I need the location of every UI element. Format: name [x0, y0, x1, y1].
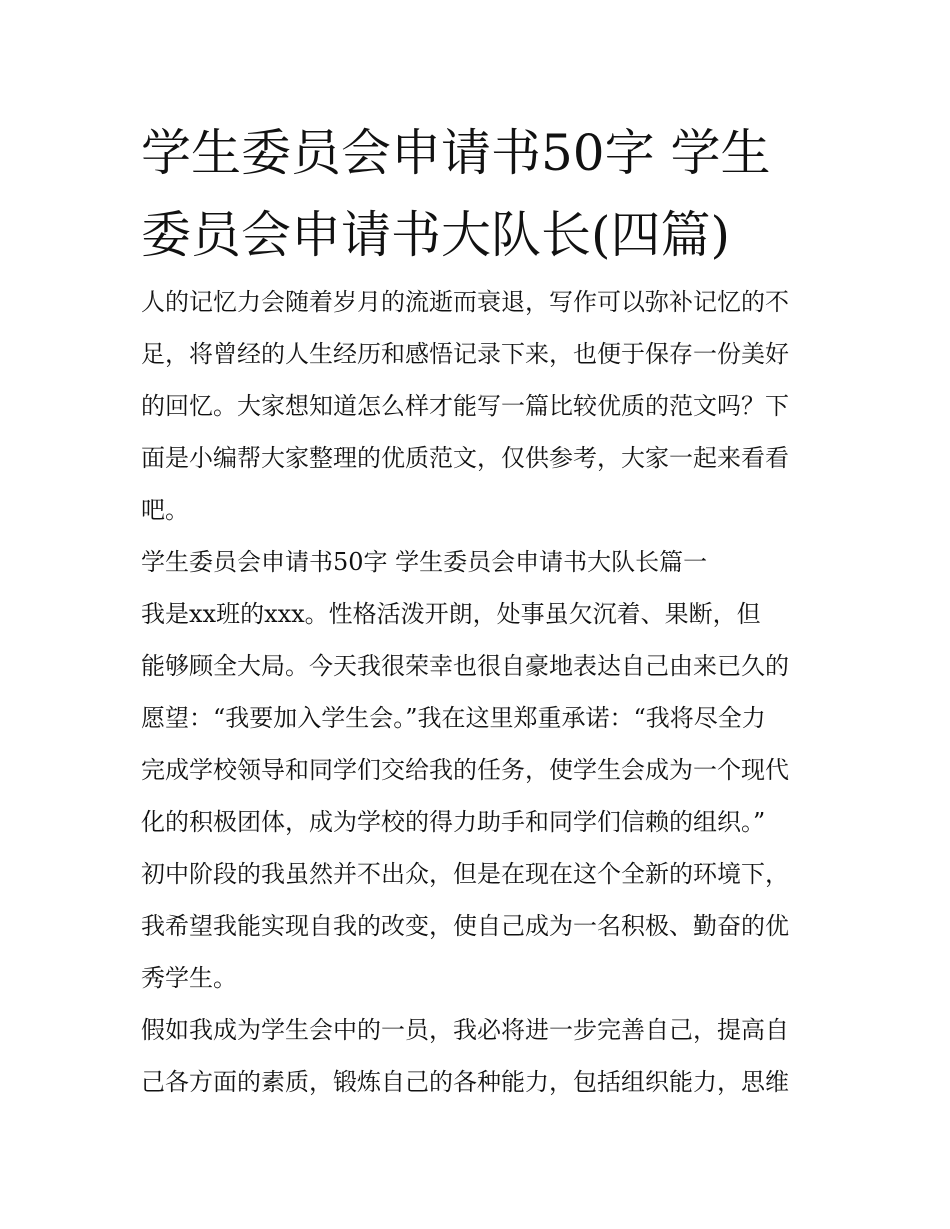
body-line: 完成学校领导和同学们交给我的任务，使学生会成为一个现代	[141, 756, 789, 784]
document-title	[141, 112, 821, 276]
body-line: 人的记忆力会随着岁月的流逝而衰退，写作可以弥补记忆的不	[141, 288, 789, 316]
body-line: 的回忆。大家想知道怎么样才能写一篇比较优质的范文吗？下	[141, 392, 789, 420]
section-heading: 学生委员会申请书50字 学生委员会申请书大队长篇一	[141, 548, 708, 576]
title-line-2: 委员会申请书大队长(四篇)	[141, 206, 731, 264]
body-line: 愿望：“我要加入学生会。”我在这里郑重承诺：“我将尽全力	[141, 704, 766, 732]
body-line: 我是xx班的xxx。性格活泼开朗，处事虽欠沉着、果断，但	[141, 600, 761, 628]
title-line-1: 学生委员会申请书50字 学生	[141, 124, 771, 182]
body-line: 假如我成为学生会中的一员，我必将进一步完善自己，提高自	[141, 1016, 789, 1044]
document-body	[141, 276, 821, 1108]
body-line: 己各方面的素质，锻炼自己的各种能力，包括组织能力，思维	[141, 1068, 789, 1096]
body-line: 化的积极团体，成为学校的得力助手和同学们信赖的组织。”	[141, 808, 766, 836]
body-line: 面是小编帮大家整理的优质范文，仅供参考，大家一起来看看	[141, 444, 789, 472]
body-line: 秀学生。	[141, 964, 237, 992]
body-line: 吧。	[141, 496, 189, 524]
body-line: 足，将曾经的人生经历和感悟记录下来，也便于保存一份美好	[141, 340, 789, 368]
body-line: 能够顾全大局。今天我很荣幸也很自豪地表达自己由来已久的	[141, 652, 789, 680]
body-line: 初中阶段的我虽然并不出众，但是在现在这个全新的环境下，	[141, 860, 789, 888]
body-line: 我希望我能实现自我的改变，使自己成为一名积极、勤奋的优	[141, 912, 789, 940]
